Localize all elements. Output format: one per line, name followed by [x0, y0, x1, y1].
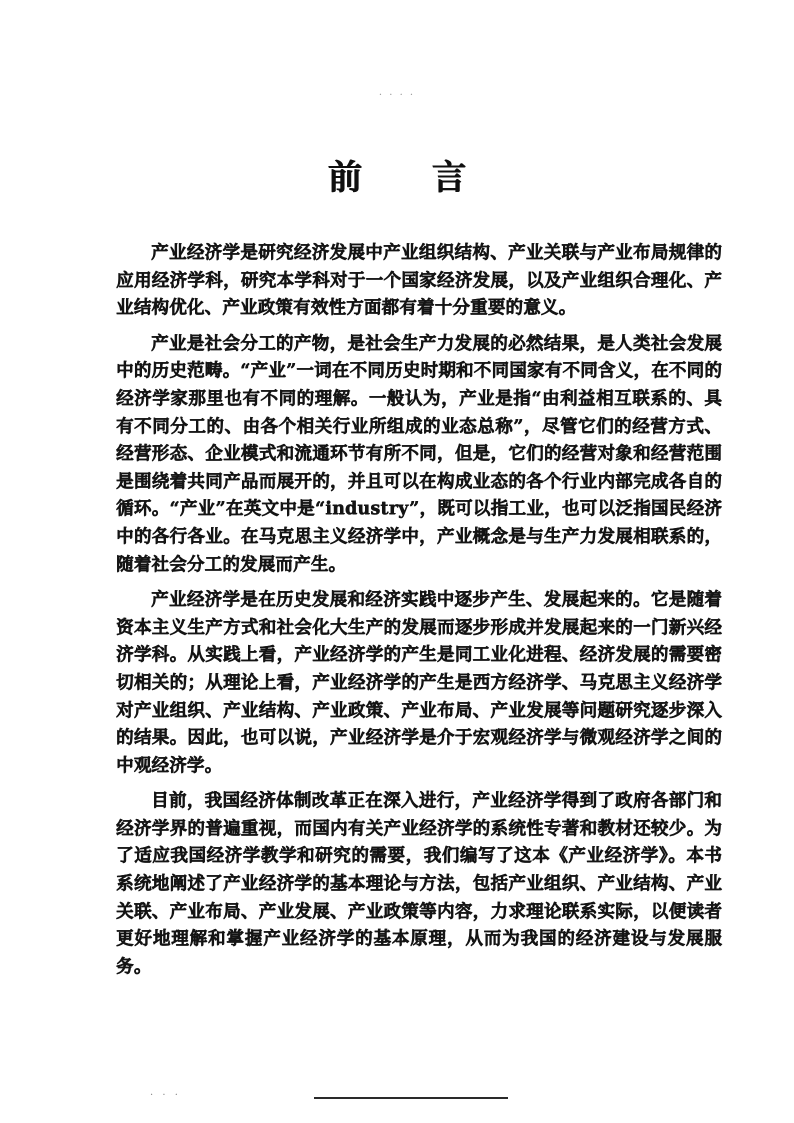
footer-marks: · · ·: [150, 1090, 181, 1101]
paragraph-3: 产业经济学是在历史发展和经济实践中逐步产生、发展起来的。它是随着资本主义生产方式和社会化大生产的发展而逐步形成并发展起来的一门新兴经济学科。从实践上看，产业经济学的产生是同工业化进程、经济发展的需要密切相关的；从理论上看，产业经济学的产生是西方经济学、马克思主义经济学对产业组织、产业结构、产业政策、产业布局、产业发展等问题研究逐步深入的结果。因此，也可以说，产业经济学是介于宏观经济学与微观经济学之间的中观经济学。: [116, 590, 722, 776]
paragraph-1: 产业经济学是研究经济发展中产业组织结构、产业关联与产业布局规律的应用经济学科，研究本学科对于一个国家经济发展，以及产业组织合理化、产业结构优化、产业政策有效性方面都有着十分重要的意义。: [116, 243, 722, 319]
page-header-mark: · · · ·: [378, 90, 416, 101]
paragraph-2: 产业是社会分工的产物，是社会生产力发展的必然结果，是人类社会发展中的历史范畴。“产业”一词在不同历史时期和不同国家有不同含义，在不同的经济学家那里也有不同的理解。一般认为，产业是指“由利益相互联系的、具有不同分工的、由各个相关行业所组成的业态总称”，尽管它们的经营方式、经营形态、企业模式和流通环节有所不同，但是，它们的经营对象和经营范围是围绕着共同产品而展开的，并且可以在构成业态的各个行业内部完成各自的循环。“产业”在英文中是“industry”，既可以指工业，也可以泛指国民经济中的各行各业。在马克思主义经济学中，产业概念是与生产力发展相联系的，随着社会分工的发展而产生。: [116, 333, 722, 575]
footer-rule: [314, 1097, 508, 1099]
preface-body: [116, 240, 722, 989]
paragraph-4: 目前，我国经济体制改革正在深入进行，产业经济学得到了政府各部门和经济学界的普遍重视，而国内有关产业经济学的系统性专著和教材还较少。为了适应我国经济学教学和研究的需要，我们编写了这本《产业经济学》。本书系统地阐述了产业经济学的基本理论与方法，包括产业组织、产业结构、产业关联、产业布局、产业发展、产业政策等内容，力求理论联系实际，以便读者更好地理解和掌握产业经济学的基本原理，从而为我国的经济建设与发展服务。: [116, 791, 722, 977]
page-title: 前言: [328, 158, 536, 198]
